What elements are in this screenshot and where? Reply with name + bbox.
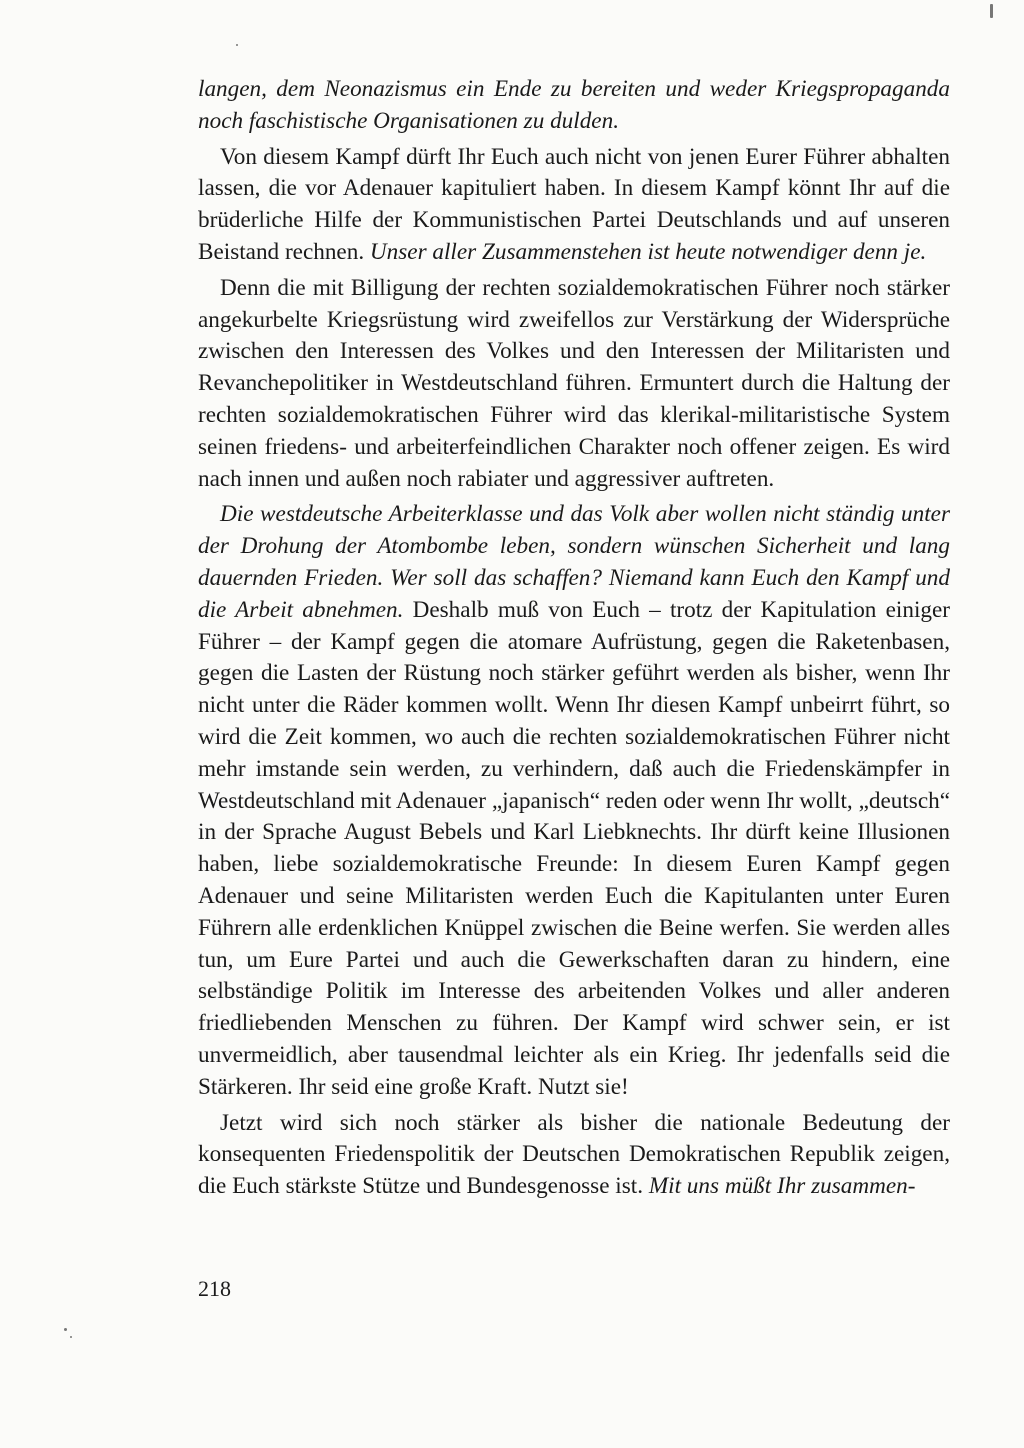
scan-speck bbox=[70, 1336, 72, 1338]
page-number: 218 bbox=[198, 1276, 231, 1301]
italic-text: Mit uns müßt Ihr zusammen- bbox=[648, 1173, 916, 1200]
body-text-run: Von diesem Kampf dürft Ihr Euch auch nicht von jenen Eurer Führer abhalten lassen, die vor Adenauer kapituliert haben. In diesem Kampf könnt Ihr auf die brüderliche Hilfe der Kommunistischen Partei Deutschlands und auf unseren Beistand rechnen. bbox=[198, 143, 950, 265]
paragraph bbox=[198, 142, 950, 269]
italic-text: langen, dem Neonazismus ein Ende zu bereiten und weder Kriegspropaganda noch faschistische Organisationen zu dulden. bbox=[198, 76, 950, 134]
scan-speck bbox=[64, 1328, 67, 1331]
body-text-run: Deshalb muß von Euch – trotz der Kapitulation einiger Führer – der Kampf gegen die atomare Aufrüstung, gegen die Raketenbasen, gegen die Lasten der Rüstung noch stärker geführt werden als bisher, wenn Ihr nicht unter die Räder kommen wollt. Wenn Ihr diesen Kampf unbeirrt führt, so wird die Zeit kommen, wo auch die rechten sozialdemokratischen Führer nicht mehr imstande sein werden, zu verhindern, daß auch die Friedenskämpfer in Westdeutschland mit Adenauer „japanisch“ reden oder wenn Ihr wollt, „deutsch“ in der Sprache August Bebels und Karl Liebknechts. Ihr dürft keine Illusionen haben, liebe sozialdemokratische Freunde: In diesem Euren Kampf gegen Adenauer und seine Militaristen werden Euch die Kapitulanten unter Euren Führern alle erdenklichen Knüppel zwischen die Beine werfen. Sie werden alles tun, um Eure Partei und auch die Gewerkschaften daran zu hindern, eine selbständige Politik im Interesse des arbeitenden Volkes und aller anderen friedliebenden Menschen zu führen. Der Kampf wird schwer sein, er ist unvermeidlich, aber tausendmal leichter als ein Krieg. Ihr jedenfalls seid die Stärkeren. Ihr seid eine große Kraft. Nutzt sie! bbox=[198, 596, 950, 1100]
scan-speck bbox=[236, 44, 238, 46]
body-text-run: Jetzt wird sich noch stärker als bisher die nationale Bedeutung der konsequenten Friedenspolitik der Deutschen Demokratischen Republik zeigen, die Euch stärkste Stütze und Bundesgenosse ist. bbox=[198, 1109, 950, 1200]
body-text-run: Denn die mit Billigung der rechten sozialdemokratischen Führer noch stärker angekurbelte Kriegsrüstung wird zweifellos zur Verstärkung der Widersprüche zwischen den Interessen des Volkes und den Interessen der Militaristen und Revanchepolitiker in Westdeutschland führen. Ermuntert durch die Haltung der rechten sozialdemokratischen Führer wird das klerikal-militaristische System seinen friedens- und arbeiterfeindlichen Charakter noch offener zeigen. Es wird nach innen und außen noch rabiater und aggressiver auftreten. bbox=[198, 274, 950, 492]
paragraph bbox=[198, 499, 950, 1103]
paragraph bbox=[198, 74, 950, 138]
body-text bbox=[198, 74, 950, 1203]
paragraph bbox=[198, 1108, 950, 1203]
scan-speck bbox=[990, 4, 993, 18]
italic-text: Die westdeutsche Arbeiterklasse und das Volk aber wollen nicht ständig unter der Drohung der Atombombe leben, sondern wünschen Sicherheit und lang dauernden Frieden. Wer soll das schaffen? Niemand kann Euch den Kampf und die Arbeit abnehmen. bbox=[198, 501, 950, 623]
italic-text: Unser aller Zusammenstehen ist heute notwendiger denn je. bbox=[369, 238, 927, 265]
paragraph bbox=[198, 273, 950, 496]
